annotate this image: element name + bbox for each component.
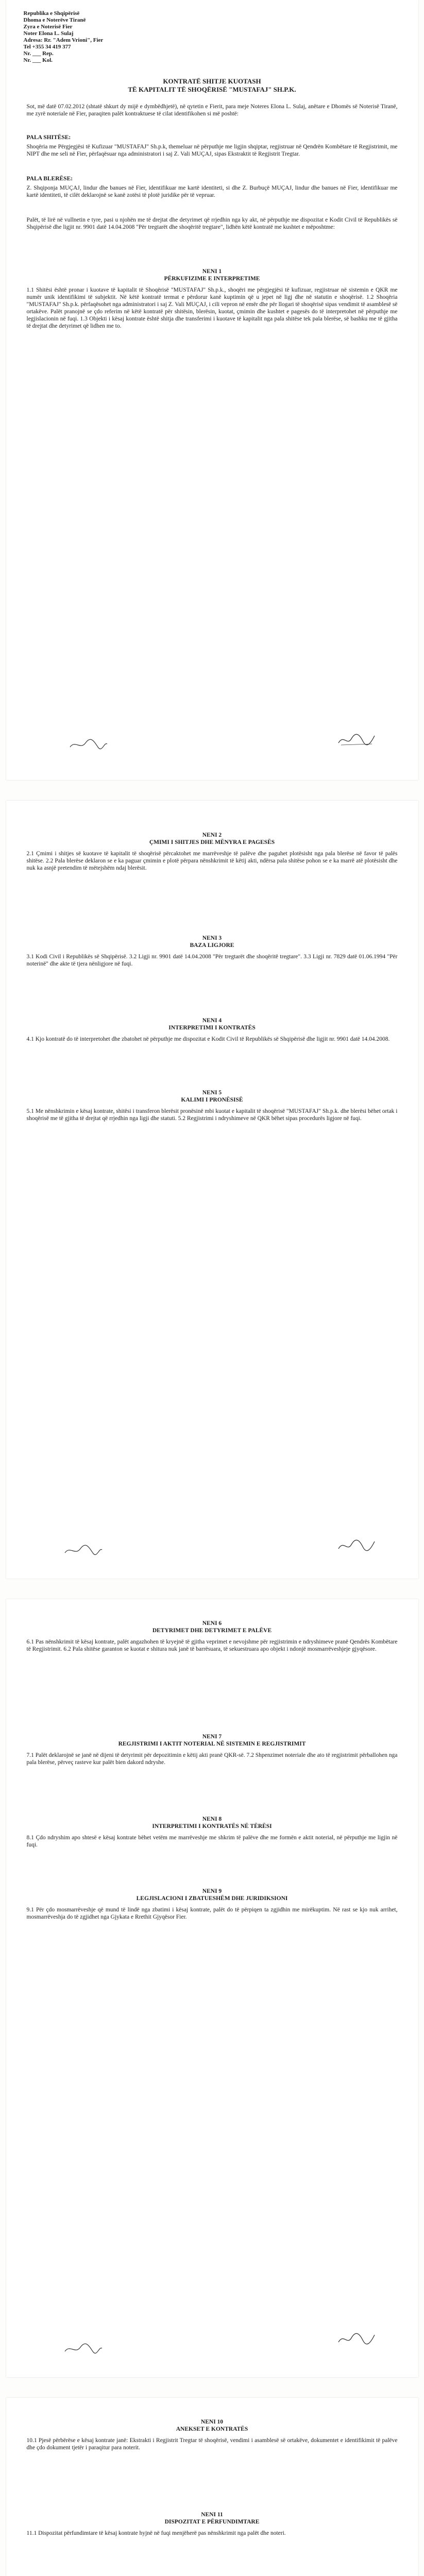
article-heading	[6, 268, 418, 282]
handwritten-signature	[336, 2331, 377, 2346]
article-heading	[6, 1089, 418, 1104]
article-title: BAZA LIGJORE	[190, 942, 234, 948]
article-title: REGJISTRIMI I AKTIT NOTERIAL NË SISTEMIN E REGJISTRIMIT	[118, 1741, 306, 1747]
handwritten-signature	[63, 2341, 104, 2357]
article-text: 7.1 Palët deklarojnë se janë në dijeni të detyrimit për depozitimin e këtij akti pranë QKR-së. 7.2 Shpenzimet noteriale dhe ato të regjistrimit përballohen nga pala blerëse, përveç rasteve kur palët bien dakord ndryshe.	[26, 1752, 398, 1766]
article-number: NENI 8	[202, 1816, 222, 1822]
article-title: PËRKUFIZIME E INTERPRETIME	[164, 276, 260, 282]
article-number: NENI 11	[201, 2512, 223, 2518]
buyer-label: PALA BLERËSE:	[26, 176, 73, 182]
header-line: Tel +355 34 419 377	[23, 44, 71, 50]
article-number: NENI 5	[202, 1090, 222, 1096]
article-title: INTERPRETIMI I KONTRATËS	[168, 1025, 256, 1031]
document-sheet-3	[6, 1599, 418, 2377]
document-sheet-1	[6, 0, 418, 780]
article-heading	[6, 1017, 418, 1031]
article-title: ÇMIMI I SHITJES DHE MËNYRA E PAGESËS	[149, 839, 275, 845]
article-text: 10.1 Pjesë përbërëse e kësaj kontrate janë: Ekstrakti i Regjistrit Tregtar të shoqërisë, vendimi i asamblesë së ortakëve, dokumentet e identifikimit të palëve dhe çdo dokument tjetër i paraqitur para noterit.	[26, 2437, 398, 2451]
header-line: Noter Elona L. Sulaj	[23, 30, 74, 37]
article-title: KALIMI I PRONËSISË	[181, 1097, 243, 1103]
article-text: 8.1 Çdo ndryshim apo shtesë e kësaj kontrate bëhet vetëm me marrëveshje me shkrim të palëve dhe me formën e aktit noterial, në përputhje me ligjin në fuqi.	[26, 1835, 398, 1848]
article-title: LEGJISLACIONI I ZBATUESHËM DHE JURIDIKSIONI	[136, 1895, 288, 1902]
buyer-paragraph: Z. Shqiponja MUÇAJ, lindur dhe banues në Fier, identifikuar me kartë identiteti, si dhe Z. Burbuçë MUÇAJ, lindur dhe banues në Fier, identifikuar me kartë identiteti, të cilët deklarojnë se kanë zotësi të plotë juridike për të vepruar.	[26, 185, 398, 198]
header-line: Nr. ___ Rep.	[23, 50, 54, 57]
handwritten-signature	[68, 737, 109, 752]
article-heading	[6, 1888, 418, 1902]
article-heading	[6, 832, 418, 846]
article-heading	[6, 2511, 418, 2526]
article-text: 5.1 Me nënshkrimin e kësaj kontrate, shitësi i transferon blerësit pronësinë mbi kuotat e kapitalit të shoqërisë "MUSTAFAJ" Sh.p.k. dhe blerësi bëhet ortak i shoqërisë me të gjitha të drejtat që rrjedhin nga ligji dhe statuti. 5.2 Regjistrimi i ndryshimeve në QKR bëhet sipas procedurës ligjore në fuqi.	[26, 1108, 398, 1122]
title-line-2: TË KAPITALIT TË SHOQËRISË "MUSTAFAJ" SH.P.K.	[128, 86, 296, 93]
intro-paragraph: Sot, më datë 07.02.2012 (shtatë shkurt dy mijë e dymbëdhjetë), në qytetin e Fierit, para meje Noteres Elona L. Sulaj, anëtare e Dhomës së Noterisë Tiranë, me zyrë noteriale në Fier, paraqiten palët kontraktuese të cilat identifikohen si më poshtë:	[26, 104, 398, 117]
header-line: Nr. ___ Kol.	[23, 57, 53, 63]
header-line: Adresa: Rr. "Adem Vrioni", Fier	[23, 37, 104, 43]
article-number: NENI 7	[202, 1734, 222, 1740]
preamble-paragraph: Palët, të lirë në vullnetin e tyre, pasi u njohën me të drejtat dhe detyrimet që rrjedhin nga ky akt, në përputhje me dispozitat e Kodit Civil të Republikës së Shqipërisë dhe ligjit nr. 9901 datë 14.04.2008 "Për tregtarët dhe shoqëritë tregtare", lidhën këtë kontratë me kushtet e mëposhtme:	[26, 217, 398, 230]
article-text: 4.1 Kjo kontratë do të interpretohet dhe zbatohet në përputhje me dispozitat e Kodit Civil të Republikës së Shqipërisë dhe ligjit nr. 9901 datë 14.04.2008.	[26, 1036, 390, 1042]
article-text: 3.1 Kodi Civil i Republikës së Shqipërisë. 3.2 Ligji nr. 9901 datë 14.04.2008 "Për tregtarët dhe shoqëritë tregtare". 3.3 Ligji nr. 7829 datë 01.06.1994 "Për noterinë" dhe akte të tjera nënligjore në fuqi.	[26, 954, 398, 967]
header-line: Dhoma e Noterëve Tiranë	[23, 17, 86, 23]
article-text: 11.1 Dispozitat përfundimtare të kësaj kontrate hyjnë në fuqi menjëherë pas nënshkrimit nga palët dhe noteri.	[26, 2530, 286, 2536]
article-heading	[6, 1816, 418, 1830]
article-number: NENI 10	[200, 2419, 224, 2425]
article-number: NENI 4	[202, 1018, 222, 1024]
document-sheet-2	[6, 801, 418, 1579]
article-title: INTERPRETIMI I KONTRATËS NË TËRËSI	[152, 1823, 272, 1829]
article-number: NENI 3	[202, 935, 222, 941]
article-heading	[6, 935, 418, 949]
title-line-1: KONTRATË SHITJE KUOTASH	[163, 77, 261, 85]
article-number: NENI 1	[202, 268, 222, 275]
article-title: DETYRIMET DHE DETYRIMET E PALËVE	[152, 1628, 272, 1634]
article-text: 2.1 Çmimi i shitjes së kuotave të kapitalit të shoqërisë përcaktohet me marrëveshje të palëve dhe paguhet plotësisht nga pala blerëse në favor të palës shitëse. 2.2 Pala blerëse deklaron se e ka paguar çmimin e plotë përpara nënshkrimit të këtij akti, ndërsa pala shitëse pohon se e ka marrë atë plotësisht dhe nuk ka asnjë pretendim të mëtejshëm ndaj blerësit.	[26, 851, 398, 871]
handwritten-signature	[336, 1537, 377, 1553]
handwritten-signature	[63, 1543, 104, 1558]
document-sheet-4	[6, 2398, 418, 2576]
article-title: ANEKSET E KONTRATËS	[176, 2426, 248, 2432]
article-heading	[6, 1733, 418, 1748]
handwritten-signature	[336, 732, 377, 747]
article-text: 9.1 Për çdo mosmarrëveshje që mund të lindë nga zbatimi i kësaj kontrate, palët do të përpiqen ta zgjidhin me mirëkuptim. Në rast se kjo nuk arrihet, mosmarrëveshja do të zgjidhet nga Gjykata e Rrethit Gjyqësor Fier.	[26, 1907, 398, 1920]
header-line: Republika e Shqipërisë	[23, 10, 80, 16]
contract-title	[6, 77, 418, 94]
seller-paragraph: Shoqëria me Përgjegjësi të Kufizuar "MUSTAFAJ" Sh.p.k, themeluar në përputhje me ligjin shqiptar, regjistruar në Qendrën Kombëtare të Regjistrimit, me NIPT dhe me seli në Fier, përfaqësuar nga administratori i saj Z. Vali MUÇAJ, sipas Ekstraktit të Regjistrit Tregtar.	[26, 144, 398, 157]
notary-header	[24, 10, 127, 64]
article-text: 1.1 Shitësi është pronar i kuotave të kapitalit të Shoqërisë "MUSTAFAJ" Sh.p.k., shoqëri me përgjegjësi të kufizuar, regjistruar në sistemin e QKR me numër unik identifikimi të subjektit. Në këtë kontratë termat e përdorur kanë kuptimin që u jepet në ligj dhe në statutin e shoqërisë. 1.2 Shoqëria "MUSTAFAJ" Sh.p.k. përfaqësohet nga administratori i saj Z. Vali MUÇAJ, i cili vepron në emër dhe për llogari të shoqërisë sipas vendimit të asamblesë së ortakëve. Palët pranojnë se çdo referim në këtë kontratë për shitësin, blerësin, kuotat, çmimin dhe kushtet e pagesës do të interpretohet në përputhje me legjislacionin në fuqi. 1.3 Objekti i kësaj kontrate është shitja dhe transferimi i kuotave të kapitalit nga pala shitëse tek pala blerëse, së bashku me të gjitha të drejtat dhe detyrimet që lidhen me to.	[26, 287, 398, 329]
article-number: NENI 9	[202, 1888, 222, 1894]
article-text: 6.1 Pas nënshkrimit të kësaj kontrate, palët angazhohen të kryejnë të gjitha veprimet e nevojshme për regjistrimin e ndryshimeve pranë Qendrës Kombëtare të Regjistrimit. 6.2 Pala shitëse garanton se kuotat e shitura nuk janë të barrësuara, të sekuestruara apo objekt i ndonjë mosmarrëveshjeje gjyqësore.	[26, 1639, 398, 1652]
article-number: NENI 6	[202, 1620, 222, 1626]
article-heading	[6, 1620, 418, 1634]
article-number: NENI 2	[202, 832, 222, 838]
article-heading	[6, 2418, 418, 2433]
seller-label: PALA SHITËSE:	[26, 134, 71, 141]
article-title: DISPOZITAT E PËRFUNDIMTARE	[164, 2519, 260, 2525]
header-line: Zyra e Noterisë Fier	[23, 24, 73, 30]
